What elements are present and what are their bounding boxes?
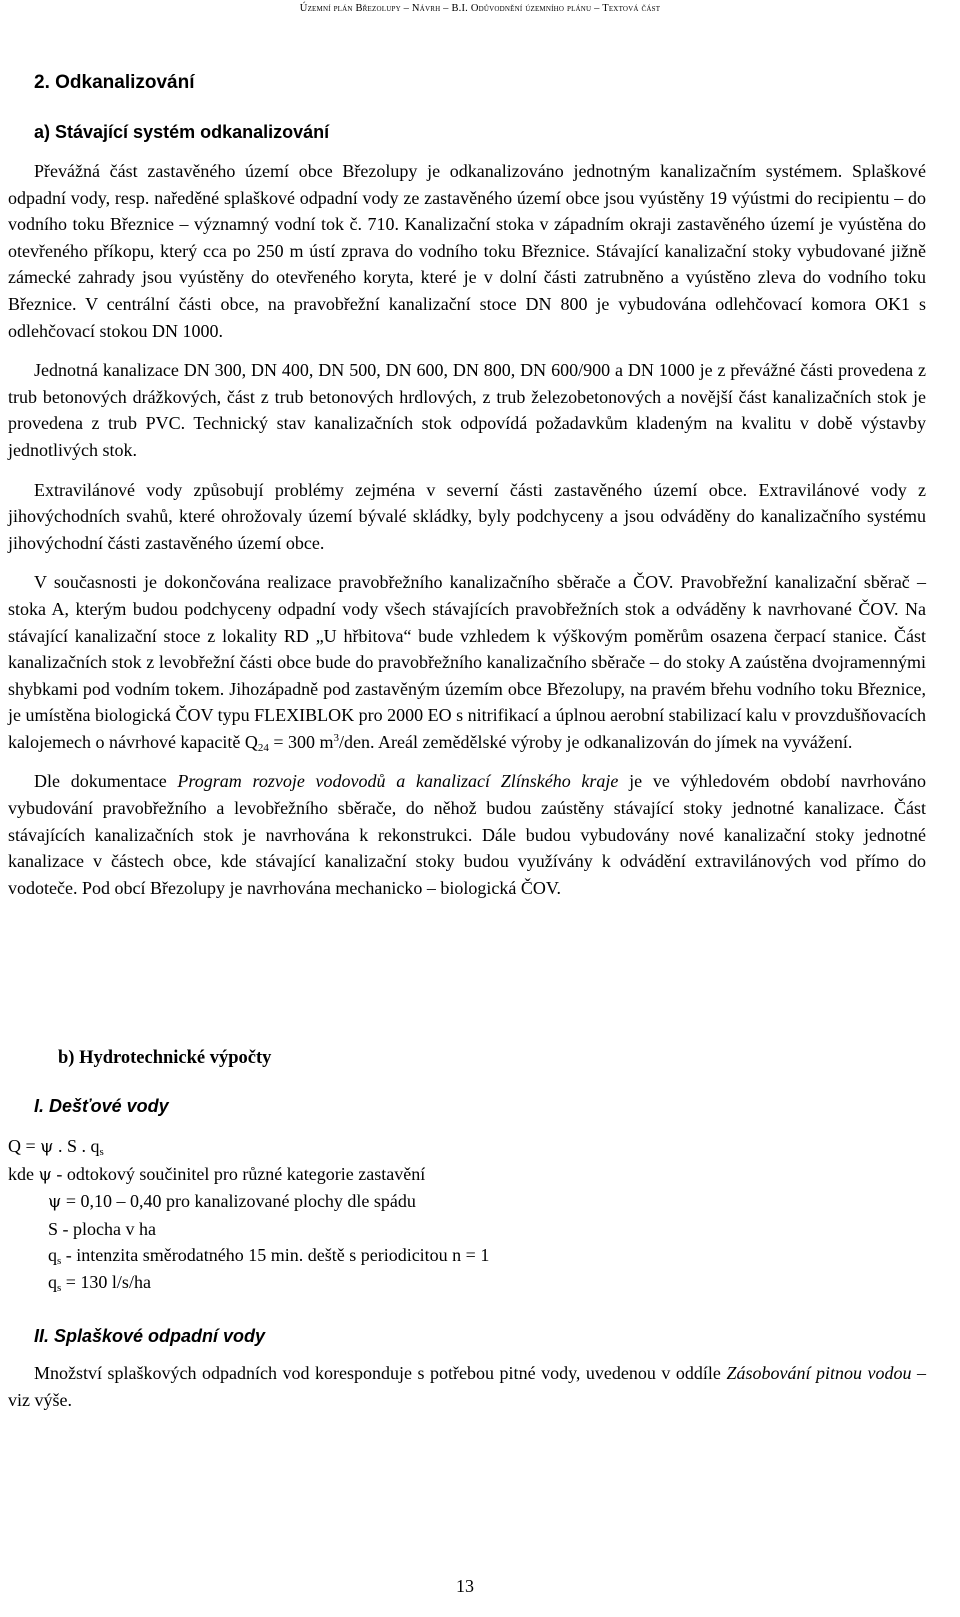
- part-1-title: I. Dešťové vody: [34, 1096, 169, 1116]
- paragraph-program: [8, 768, 926, 901]
- text-run: Dle dokumentace: [34, 771, 178, 792]
- subscript: 24: [257, 741, 269, 754]
- subsection-b-title: b) Hydrotechnické výpočty: [58, 1048, 272, 1068]
- formula-block: [8, 1133, 908, 1295]
- text-run: = 300 m: [268, 731, 334, 752]
- paragraph-splas: [8, 1360, 926, 1413]
- section-title: 2. Odkanalizování: [34, 72, 195, 93]
- paragraph-cov: [8, 569, 926, 755]
- formula-line: ψ = 0,10 – 0,40 pro kanalizované plochy dle spádu: [48, 1191, 416, 1212]
- section-reference-italic: Zásobování pitnou vodou: [726, 1363, 912, 1383]
- subsection-a-title: a) Stávající systém odkanalizování: [34, 122, 330, 142]
- body-text-splas: [8, 1360, 926, 1413]
- text-run: Množství splaškových odpadních vod koresponduje s potřebou pitné vody, uvedenou v oddíle: [34, 1363, 727, 1383]
- body-text-a: [8, 158, 926, 914]
- psi-symbol: ψ: [40, 1137, 54, 1157]
- document-title-italic: Program rozvoje vodovodů a kanalizací Zlínského kraje: [177, 771, 619, 792]
- psi-symbol: ψ: [38, 1164, 52, 1185]
- text-run: –viz výše.: [8, 1363, 927, 1410]
- formula-line: $q_s$ - intenzita směrodatného 15 min. deště s periodicitou n = 1: [48, 1245, 490, 1267]
- paragraph: Jednotná kanalizace DN 300, DN 400, DN 500, DN 600, DN 800, DN 600/900 a DN 1000 je z převážné části provedena z trub betonových drážkových, část z trub betonových hrdlových, z trub železobetonových a novější část kanalizačních stok je provedena z trub PVC. Technický stav kanalizačních stok odpovídá požadavkům kladeným na kvalitu v době výstavby jednotlivých stok.: [8, 360, 926, 460]
- text-run: je ve výhledovém období navrhováno vybudování pravobřežního a levobřežního sběrače, do něhož budou zaústěny stávající stoky jednotné kanalizace. Část stávajících kanalizačních stok je navrhována k rekonstrukci. Dále budou vybudovány nové kanalizační stoky jednotné kanalizace v částech obce, kde stávající kanalizační stoky budou využívány k odvádění extravilánových vod přímo do vodoteče. Pod obcí Březolupy je navrhována mechanicko – biologická ČOV.: [8, 771, 927, 898]
- formula-line: kde ψ - odtokový součinitel pro různé kategorie zastavění: [8, 1163, 426, 1185]
- formula-line: $q_s = 130$ l/s/ha: [48, 1271, 151, 1294]
- superscript: 3: [333, 731, 340, 744]
- paragraph: Extravilánové vody způsobují problémy zejména v severní části zastavěného území obce. Extravilánové vody z jihovýchodních svahů, které ohrožovaly území bývalé skládky, byly podchyceny a jsou odváděny do kanalizačního systému jihovýchodní části zastavěného území obce.: [8, 479, 926, 553]
- text-run: /den. Areál zemědělské výroby je odkanalizován do jímek na vyvážení.: [339, 731, 853, 752]
- formula-line: Q = ψ . S . $q_s$: [8, 1136, 104, 1158]
- paragraph: Převážná část zastavěného území obce Březolupy je odkanalizováno jednotným kanalizačním systémem. Splaškové odpadní vody, resp. naředěné splaškové odpadní vody ze zastavěného území obce jsou vyústěny 19 výústmi do recipientu – do vodního toku Březnice – významný vodní tok č. 710. Kanalizační stoka v západním okraji zastavěného území je vyústěna do otevřeného příkopu, který cca po 250 m ústí zprava do vodního toku Březnice. Stávající kanalizační stoky vybudované jižně zámecké zahrady jsou vyústěny do otevřeného koryta, které je v dolní části zatrubněno a vyústěno zleva do vodního toku Březnice. V centrální části obce, na pravobřežní kanalizační stoce DN 800 je vybudována odlehčovací komora OK1 s odlehčovací stokou DN 1000.: [8, 161, 926, 341]
- page-number: 13: [456, 1576, 474, 1596]
- psi-symbol: ψ: [48, 1192, 62, 1212]
- running-header: Územní plán Březolupy – Návrh – B.I. Odůvodnění územního plánu – Textová část: [299, 3, 661, 14]
- text-run: V současnosti je dokončována realizace pravobřežního kanalizačního sběrače a ČOV. Pravobřežní kanalizační sběrač – stoka A, kterým budou podchyceny odpadní vody všech stávajících pravobřežních stok a odváděny k navrhované ČOV. Na stávající kanalizační stoce z lokality RD „U hřbitova“ bude vzhledem k výškovým poměrům osazena čerpací stanice. Část kanalizačních stok z levobřežní části obce bude do pravobřežního kanalizačního sběrače – do stoky A zaústěna dvojramennými shybkami pod vodním tokem. Jihozápadně pod zastavěným územím obce Březolupy, na pravém břehu vodního toku Březnice, je umístěna biologická ČOV typu FLEXIBLOK pro 2000 EO s nitrifikací a úplnou aerobní stabilizací kalu v provzdušňovacích kalojemech o návrhové kapacitě Q: [8, 572, 926, 752]
- formula-line: S - plocha v ha: [48, 1218, 156, 1239]
- part-2-title: II. Splaškové odpadní vody: [34, 1326, 266, 1346]
